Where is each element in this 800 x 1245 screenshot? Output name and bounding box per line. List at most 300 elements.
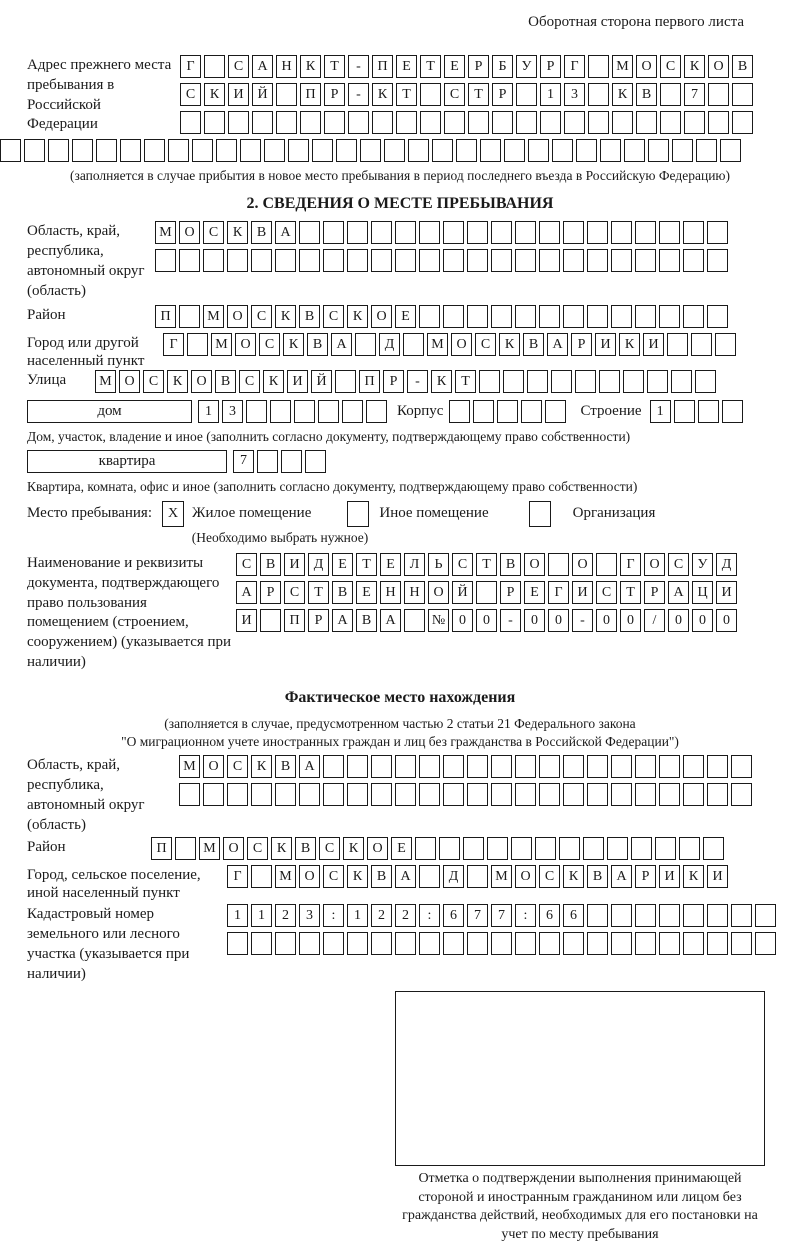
char-cell: К [431,370,452,393]
char-cell: М [203,305,224,328]
char-cell: В [356,609,377,632]
char-cell: В [307,333,328,356]
char-cell: Е [524,581,545,604]
char-cell [120,139,141,162]
char-cell [539,221,560,244]
char-cell [348,111,369,134]
char-cell [529,501,551,527]
char-cell: 0 [620,609,641,632]
char-cell: Р [492,83,513,106]
char-cell [288,139,309,162]
char-cell [635,904,656,927]
char-cell: С [239,370,260,393]
char-cell [323,755,344,778]
char-cell: С [668,553,689,576]
char-cell [659,305,680,328]
char-cell [672,139,693,162]
stroenie-row [650,400,743,423]
char-cell [449,400,470,423]
char-cell: О [223,837,244,860]
char-cell: И [707,865,728,888]
char-cell: 0 [476,609,497,632]
city-row [163,333,736,356]
char-cell: П [151,837,172,860]
char-cell: Е [444,55,465,78]
title-document-block [0,553,800,673]
char-cell [683,783,704,806]
char-cell [683,904,704,927]
char-cell [588,55,609,78]
char-cell: О [428,581,449,604]
char-cell [179,305,200,328]
char-cell: И [572,581,593,604]
char-cell [611,755,632,778]
char-cell: С [539,865,560,888]
char-cell [516,83,537,106]
char-cell: Р [540,55,561,78]
char-cell: Р [260,581,281,604]
char-cell: У [692,553,713,576]
char-cell [659,904,680,927]
char-cell [587,783,608,806]
char-cell [444,111,465,134]
apartment-number-row [233,450,326,473]
char-cell: А [236,581,257,604]
title-document-row-2 [236,581,737,604]
char-cell [467,755,488,778]
residence-option-other-label: Иное помещение [379,505,489,522]
char-cell [270,400,291,423]
char-cell: Г [548,581,569,604]
char-cell [635,755,656,778]
char-cell [492,111,513,134]
char-cell [683,755,704,778]
char-cell [384,139,405,162]
char-cell [347,249,368,272]
char-cell [575,370,596,393]
char-cell [587,249,608,272]
cadastral-row-2 [227,932,776,955]
residence-type-label: Место пребывания: [27,505,152,522]
char-cell [707,221,728,244]
char-cell [467,221,488,244]
region-row-1 [155,221,728,244]
char-cell [246,400,267,423]
char-cell [144,139,165,162]
char-cell [300,111,321,134]
char-cell [563,932,584,955]
char-cell [396,111,417,134]
char-cell: В [636,83,657,106]
char-cell [443,305,464,328]
region-block [0,221,800,301]
char-cell [168,139,189,162]
char-cell [257,450,278,473]
char-cell: А [332,609,353,632]
char-cell: В [332,581,353,604]
char-cell: Т [356,553,377,576]
char-cell: С [203,221,224,244]
char-cell [468,111,489,134]
char-cell: С [227,755,248,778]
char-cell [419,249,440,272]
char-cell [443,755,464,778]
char-cell: : [515,904,536,927]
char-cell: С [259,333,280,356]
char-cell: С [323,865,344,888]
actual-city-row [227,865,728,888]
char-cell: 2 [395,904,416,927]
char-cell [443,249,464,272]
char-cell: О [636,55,657,78]
char-cell [336,139,357,162]
char-cell [443,221,464,244]
char-cell [667,333,688,356]
char-cell: О [644,553,665,576]
char-cell [179,783,200,806]
char-cell [731,932,752,955]
actual-district-block [0,837,800,865]
cadastral-block [0,904,800,984]
char-cell [551,370,572,393]
char-cell [347,501,369,527]
stroenie-label: Строение [580,403,642,420]
char-cell: М [427,333,448,356]
char-cell: Т [468,83,489,106]
actual-location-note-1: (заполняется в случае, предусмотренном частью 2 статьи 21 Федерального закона [164,715,636,731]
char-cell [707,249,728,272]
char-cell [497,400,518,423]
char-cell: У [516,55,537,78]
city-label: Город или другой населенный пункт [27,335,145,370]
apartment-block [0,450,800,478]
char-cell [527,370,548,393]
prev-address-label: Адрес прежнего места пребывания в Российской Федерации [27,57,172,133]
char-cell: А [668,581,689,604]
cadastral-label: Кадастровый номер земельного или лесного участка (указывается при наличии) [27,906,190,982]
char-cell: А [299,755,320,778]
prev-address-block [0,55,800,185]
section2-title: 2. СВЕДЕНИЯ О МЕСТЕ ПРЕБЫВАНИЯ [246,195,554,213]
char-cell: К [275,305,296,328]
char-cell [216,139,237,162]
char-cell [467,783,488,806]
char-cell [479,370,500,393]
char-cell: К [204,83,225,106]
char-cell: О [708,55,729,78]
char-cell [491,249,512,272]
char-cell: В [215,370,236,393]
char-cell [683,932,704,955]
actual-city-block [0,865,800,902]
char-cell [624,139,645,162]
char-cell [404,609,425,632]
char-cell: К [343,837,364,860]
char-cell: 1 [227,904,248,927]
char-cell [659,783,680,806]
char-cell [260,609,281,632]
char-cell: 2 [275,904,296,927]
char-cell [299,221,320,244]
char-cell [515,932,536,955]
region-label: Область, край, республика, автономный округ (область) [27,223,145,299]
residence-type-block [0,501,800,527]
street-label: Улица [27,372,67,389]
char-cell [708,111,729,134]
char-cell [587,755,608,778]
char-cell: О [203,755,224,778]
char-cell [476,581,497,604]
char-cell: С [143,370,164,393]
char-cell [539,249,560,272]
residence-option-dwelling-label: Жилое помещение [192,505,312,522]
char-cell [294,400,315,423]
char-cell [324,111,345,134]
house-block [0,400,800,428]
char-cell: О [515,865,536,888]
char-cell: К [619,333,640,356]
char-cell [155,249,176,272]
char-cell: 7 [684,83,705,106]
house-note: Дом, участок, владение и иное (заполнить согласно документу, подтверждающему право собственности) [27,429,631,445]
title-document-label: Наименование и реквизиты документа, подтверждающего право пользования помещением (строением, сооружением) (указывается при наличии) [27,555,232,671]
char-cell: П [372,55,393,78]
char-cell [683,305,704,328]
char-cell [251,783,272,806]
char-cell: Й [311,370,332,393]
char-cell: И [659,865,680,888]
char-cell [599,370,620,393]
char-cell: 0 [716,609,737,632]
page-side-note: Оборотная сторона первого листа [528,14,744,30]
char-cell: А [380,609,401,632]
char-cell [671,370,692,393]
char-cell: О [191,370,212,393]
char-cell [515,249,536,272]
char-cell: 3 [564,83,585,106]
char-cell: Т [476,553,497,576]
korpus-row [449,400,566,423]
char-cell [611,783,632,806]
char-cell: Р [308,609,329,632]
char-cell [204,55,225,78]
char-cell: А [331,333,352,356]
char-cell [539,755,560,778]
char-cell: Р [571,333,592,356]
char-cell: К [271,837,292,860]
char-cell [655,837,676,860]
prev-address-row-4 [0,139,800,162]
char-cell: Г [620,553,641,576]
char-cell: 3 [299,904,320,927]
char-cell: - [572,609,593,632]
char-cell: С [228,55,249,78]
char-cell [515,305,536,328]
char-cell [695,370,716,393]
char-cell [403,333,424,356]
char-cell [635,249,656,272]
char-cell [708,83,729,106]
actual-district-label: Район [27,839,66,856]
char-cell: Й [452,581,473,604]
char-cell [539,783,560,806]
char-cell [72,139,93,162]
char-cell: К [499,333,520,356]
char-cell: С [660,55,681,78]
char-cell [679,837,700,860]
char-cell: - [348,55,369,78]
char-cell: 3 [222,400,243,423]
char-cell [732,83,753,106]
char-cell [600,139,621,162]
char-cell [636,111,657,134]
char-cell [559,837,580,860]
char-cell [703,837,724,860]
char-cell [305,450,326,473]
char-cell: О [299,865,320,888]
char-cell: Е [356,581,377,604]
char-cell: А [275,221,296,244]
char-cell: Й [252,83,273,106]
char-cell [720,139,741,162]
char-cell [491,783,512,806]
char-cell: М [211,333,232,356]
char-cell: Д [716,553,737,576]
char-cell [439,837,460,860]
char-cell: 2 [371,904,392,927]
char-cell [275,932,296,955]
apartment-type-box: квартира [27,450,227,473]
residence-checkbox-other [347,501,369,527]
char-cell: О [227,305,248,328]
char-cell [684,111,705,134]
char-cell: В [587,865,608,888]
char-cell: Ц [692,581,713,604]
char-cell [552,139,573,162]
char-cell [611,932,632,955]
char-cell: Г [163,333,184,356]
char-cell [203,783,224,806]
char-cell [463,837,484,860]
char-cell [395,221,416,244]
char-cell: М [275,865,296,888]
char-cell [611,904,632,927]
char-cell [683,249,704,272]
char-cell: : [323,904,344,927]
char-cell [515,221,536,244]
char-cell: Е [391,837,412,860]
char-cell [696,139,717,162]
char-cell: 7 [233,450,254,473]
actual-location-title: Фактическое место нахождения [284,688,516,706]
district-label: Район [27,307,66,324]
char-cell [395,932,416,955]
char-cell: Г [564,55,585,78]
char-cell [467,249,488,272]
char-cell: 1 [540,83,561,106]
char-cell [528,139,549,162]
char-cell [179,249,200,272]
char-cell [420,83,441,106]
char-cell: И [287,370,308,393]
char-cell [251,249,272,272]
char-cell [607,837,628,860]
char-cell [371,249,392,272]
prev-address-row-3 [180,111,753,134]
char-cell: С [319,837,340,860]
char-cell: И [228,83,249,106]
char-cell [503,370,524,393]
char-cell [491,932,512,955]
char-cell: Д [379,333,400,356]
char-cell [456,139,477,162]
char-cell: Ь [428,553,449,576]
char-cell: Р [468,55,489,78]
char-cell [299,932,320,955]
char-cell: Т [396,83,417,106]
char-cell: 1 [251,904,272,927]
char-cell: В [251,221,272,244]
char-cell: Г [227,865,248,888]
char-cell [371,932,392,955]
char-cell [467,865,488,888]
char-cell: К [563,865,584,888]
char-cell [539,305,560,328]
char-cell [347,755,368,778]
char-cell: 6 [539,904,560,927]
char-cell: Н [404,581,425,604]
char-cell [660,83,681,106]
char-cell [548,553,569,576]
char-cell [587,932,608,955]
char-cell: К [683,865,704,888]
char-cell [732,111,753,134]
char-cell: Т [620,581,641,604]
actual-region-row-2 [179,783,752,806]
char-cell [563,783,584,806]
char-cell: О [367,837,388,860]
char-cell: 0 [692,609,713,632]
char-cell [204,111,225,134]
korpus-label: Корпус [397,403,444,420]
prev-address-note: (заполняется в случае прибытия в новое место пребывания в период последнего въезда в Российскую Федерацию) [69,168,731,183]
char-cell [299,249,320,272]
char-cell [563,755,584,778]
char-cell [731,783,752,806]
residence-type-note: (Необходимо выбрать нужное) [191,529,369,545]
char-cell: О [572,553,593,576]
char-cell [0,139,21,162]
char-cell: В [295,837,316,860]
char-cell: А [395,865,416,888]
char-cell [722,400,743,423]
char-cell [715,333,736,356]
char-cell [631,837,652,860]
char-cell [371,783,392,806]
char-cell: М [491,865,512,888]
char-cell [420,111,441,134]
char-cell: К [251,755,272,778]
char-cell [251,865,272,888]
char-cell: П [359,370,380,393]
char-cell: Н [380,581,401,604]
char-cell: Р [383,370,404,393]
char-cell [755,904,776,927]
char-cell [240,139,261,162]
char-cell: С [284,581,305,604]
char-cell [731,755,752,778]
city-block [0,333,800,370]
